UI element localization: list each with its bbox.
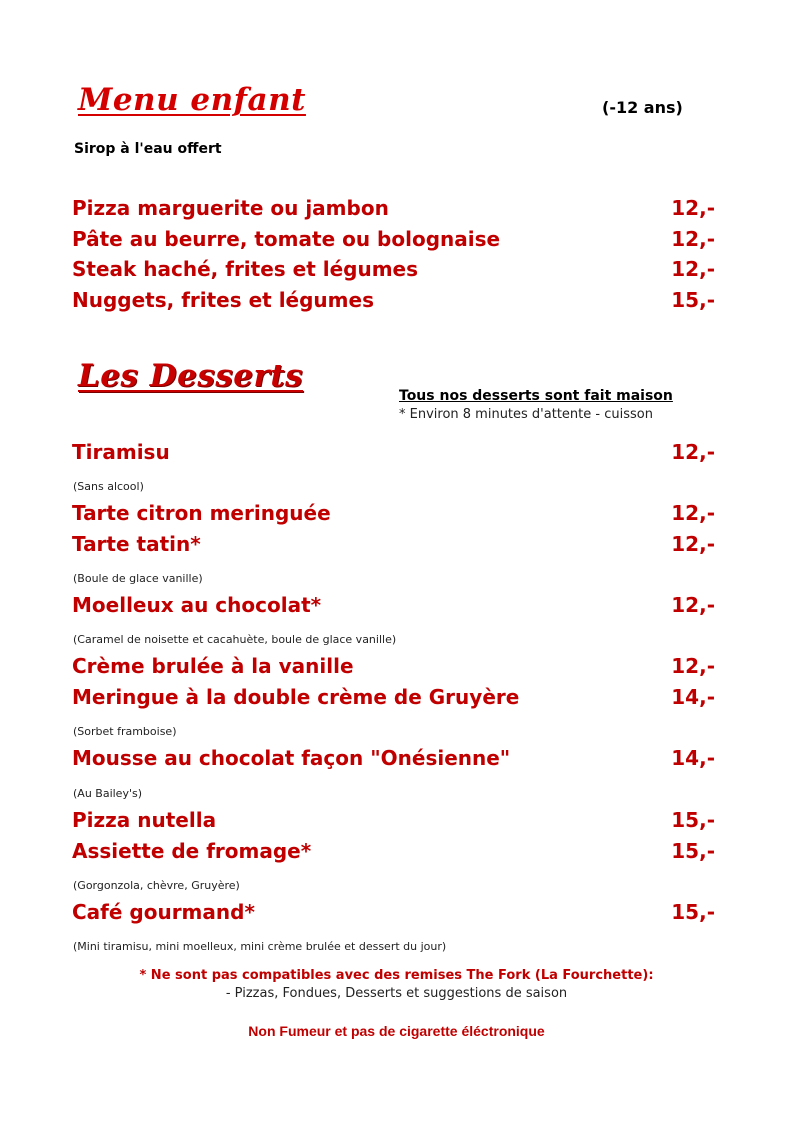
item-price: 12,- xyxy=(671,501,715,525)
no-smoking-note: Non Fumeur et pas de cigarette éléctronique xyxy=(248,1023,545,1039)
item-name: Moelleux au chocolat* xyxy=(72,593,322,617)
item-note: (Au Bailey's) xyxy=(73,787,143,800)
item-name: Pizza nutella xyxy=(72,808,217,832)
dessert-item xyxy=(72,654,715,682)
dessert-item xyxy=(72,685,715,713)
dessert-item xyxy=(72,839,715,867)
item-note: (Caramel de noisette et cacahuète, boule de glace vanille) xyxy=(73,633,397,646)
the-fork-warning: * Ne sont pas compatibles avec des remises The Fork (La Fourchette): xyxy=(139,968,654,983)
item-name: Pâte au beurre, tomate ou bolognaise xyxy=(72,227,501,251)
item-price: 14,- xyxy=(671,685,715,709)
menu-item xyxy=(72,288,715,316)
wait-note: * Environ 8 minutes d'attente - cuisson xyxy=(399,407,653,422)
item-note: (Boule de glace vanille) xyxy=(73,572,203,585)
age-note: (-12 ans) xyxy=(602,98,683,117)
item-price: 12,- xyxy=(671,654,715,678)
item-price: 15,- xyxy=(671,839,715,863)
desserts-title: Les Desserts xyxy=(78,358,304,394)
item-name: Mousse au chocolat façon "Onésienne" xyxy=(72,746,511,770)
dessert-item xyxy=(72,900,715,928)
item-price: 15,- xyxy=(671,900,715,924)
item-price: 12,- xyxy=(671,593,715,617)
item-price: 12,- xyxy=(671,440,715,464)
item-name: Tarte citron meringuée xyxy=(72,501,331,525)
dessert-item xyxy=(72,808,715,836)
item-price: 12,- xyxy=(671,532,715,556)
item-price: 14,- xyxy=(671,746,715,770)
menu-item xyxy=(72,196,715,224)
item-name: Tarte tatin* xyxy=(72,532,201,556)
dessert-item xyxy=(72,746,715,774)
dessert-item xyxy=(72,532,715,560)
item-name: Assiette de fromage* xyxy=(72,839,312,863)
dessert-item xyxy=(72,593,715,621)
item-name: Crème brulée à la vanille xyxy=(72,654,354,678)
item-name: Steak haché, frites et légumes xyxy=(72,257,419,281)
item-price: 15,- xyxy=(671,288,715,312)
menu-item xyxy=(72,257,715,285)
menu-item xyxy=(72,227,715,255)
item-name: Pizza marguerite ou jambon xyxy=(72,196,389,220)
item-price: 12,- xyxy=(671,227,715,251)
item-name: Nuggets, frites et légumes xyxy=(72,288,374,312)
item-price: 12,- xyxy=(671,196,715,220)
item-name: Meringue à la double crème de Gruyère xyxy=(72,685,520,709)
homemade-note: Tous nos desserts sont fait maison xyxy=(399,388,673,404)
item-price: 12,- xyxy=(671,257,715,281)
dessert-item xyxy=(72,501,715,529)
item-note: (Sans alcool) xyxy=(73,480,144,493)
item-note: (Sorbet framboise) xyxy=(73,725,177,738)
item-price: 15,- xyxy=(671,808,715,832)
item-note: (Gorgonzola, chèvre, Gruyère) xyxy=(73,879,240,892)
item-name: Café gourmand* xyxy=(72,900,255,924)
drink-note: Sirop à l'eau offert xyxy=(74,141,222,157)
kids-menu-title: Menu enfant xyxy=(78,82,306,118)
item-name: Tiramisu xyxy=(72,440,170,464)
item-note: (Mini tiramisu, mini moelleux, mini crème brulée et dessert du jour) xyxy=(73,940,447,953)
dessert-item xyxy=(72,440,715,468)
excluded-items-list: - Pizzas, Fondues, Desserts et suggestions de saison xyxy=(225,986,568,1001)
